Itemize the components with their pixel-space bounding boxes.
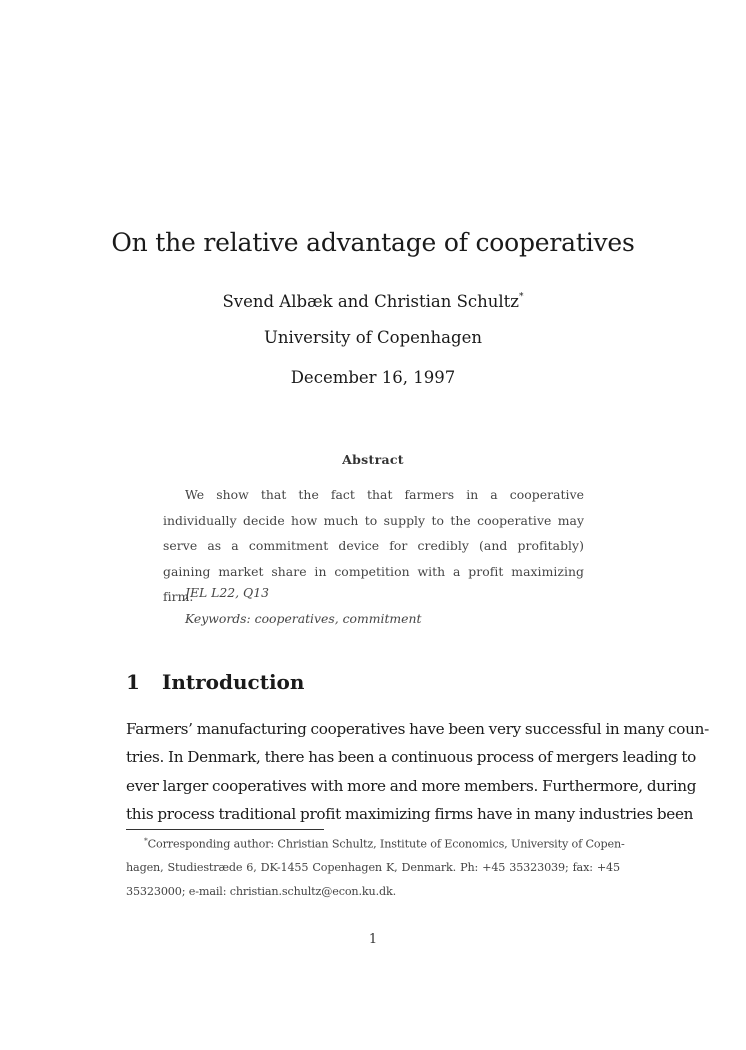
footnote-line [126, 829, 625, 856]
abstract-heading: Abstract [342, 452, 404, 467]
intro-paragraph [126, 715, 709, 828]
paper-title: On the relative advantage of cooperatives [111, 228, 635, 257]
footnote [126, 829, 625, 903]
footnote-marker: * [144, 836, 148, 845]
intro-line: this process traditional profit maximizing firms have in many industries been [126, 804, 694, 823]
keywords: Keywords: cooperatives, commitment [185, 611, 422, 626]
author-names: Svend Albæk and Christian Schultz [222, 292, 519, 311]
section-number: 1 [126, 670, 140, 694]
footnote-text: Corresponding author: Christian Schultz, Institute of Economics, University of Copen- [147, 837, 625, 851]
author-footnote-marker: * [519, 291, 524, 302]
abstract-body: We show that the fact that farmers in a cooperative individually decide how much to supply to the cooperative may serve as a commitment device for credibly (and profitably) gaining market share in competition with a profit maximizing firm. [163, 487, 584, 604]
section-title: Introduction [162, 670, 305, 694]
intro-line: tries. In Denmark, there has been a continuous process of mergers leading to [126, 748, 697, 767]
paper-affiliation: University of Copenhagen [264, 328, 482, 347]
paper-date: December 16, 1997 [290, 368, 456, 387]
footnote-line: 35323000; e-mail: christian.schultz@econ.ku.dk. [126, 884, 397, 898]
jel-codes: JEL L22, Q13 [185, 585, 269, 600]
section-heading [126, 670, 304, 694]
page-number: 1 [368, 932, 378, 947]
footnote-line: hagen, Studiestræde 6, DK-1455 Copenhagen K, Denmark. Ph: +45 35323039; fax: +45 [126, 861, 620, 875]
paper-authors [0, 292, 746, 311]
intro-line: ever larger cooperatives with more and more members. Furthermore, during [126, 776, 697, 795]
intro-line: Farmers’ manufacturing cooperatives have been very successful in many coun- [126, 720, 709, 738]
